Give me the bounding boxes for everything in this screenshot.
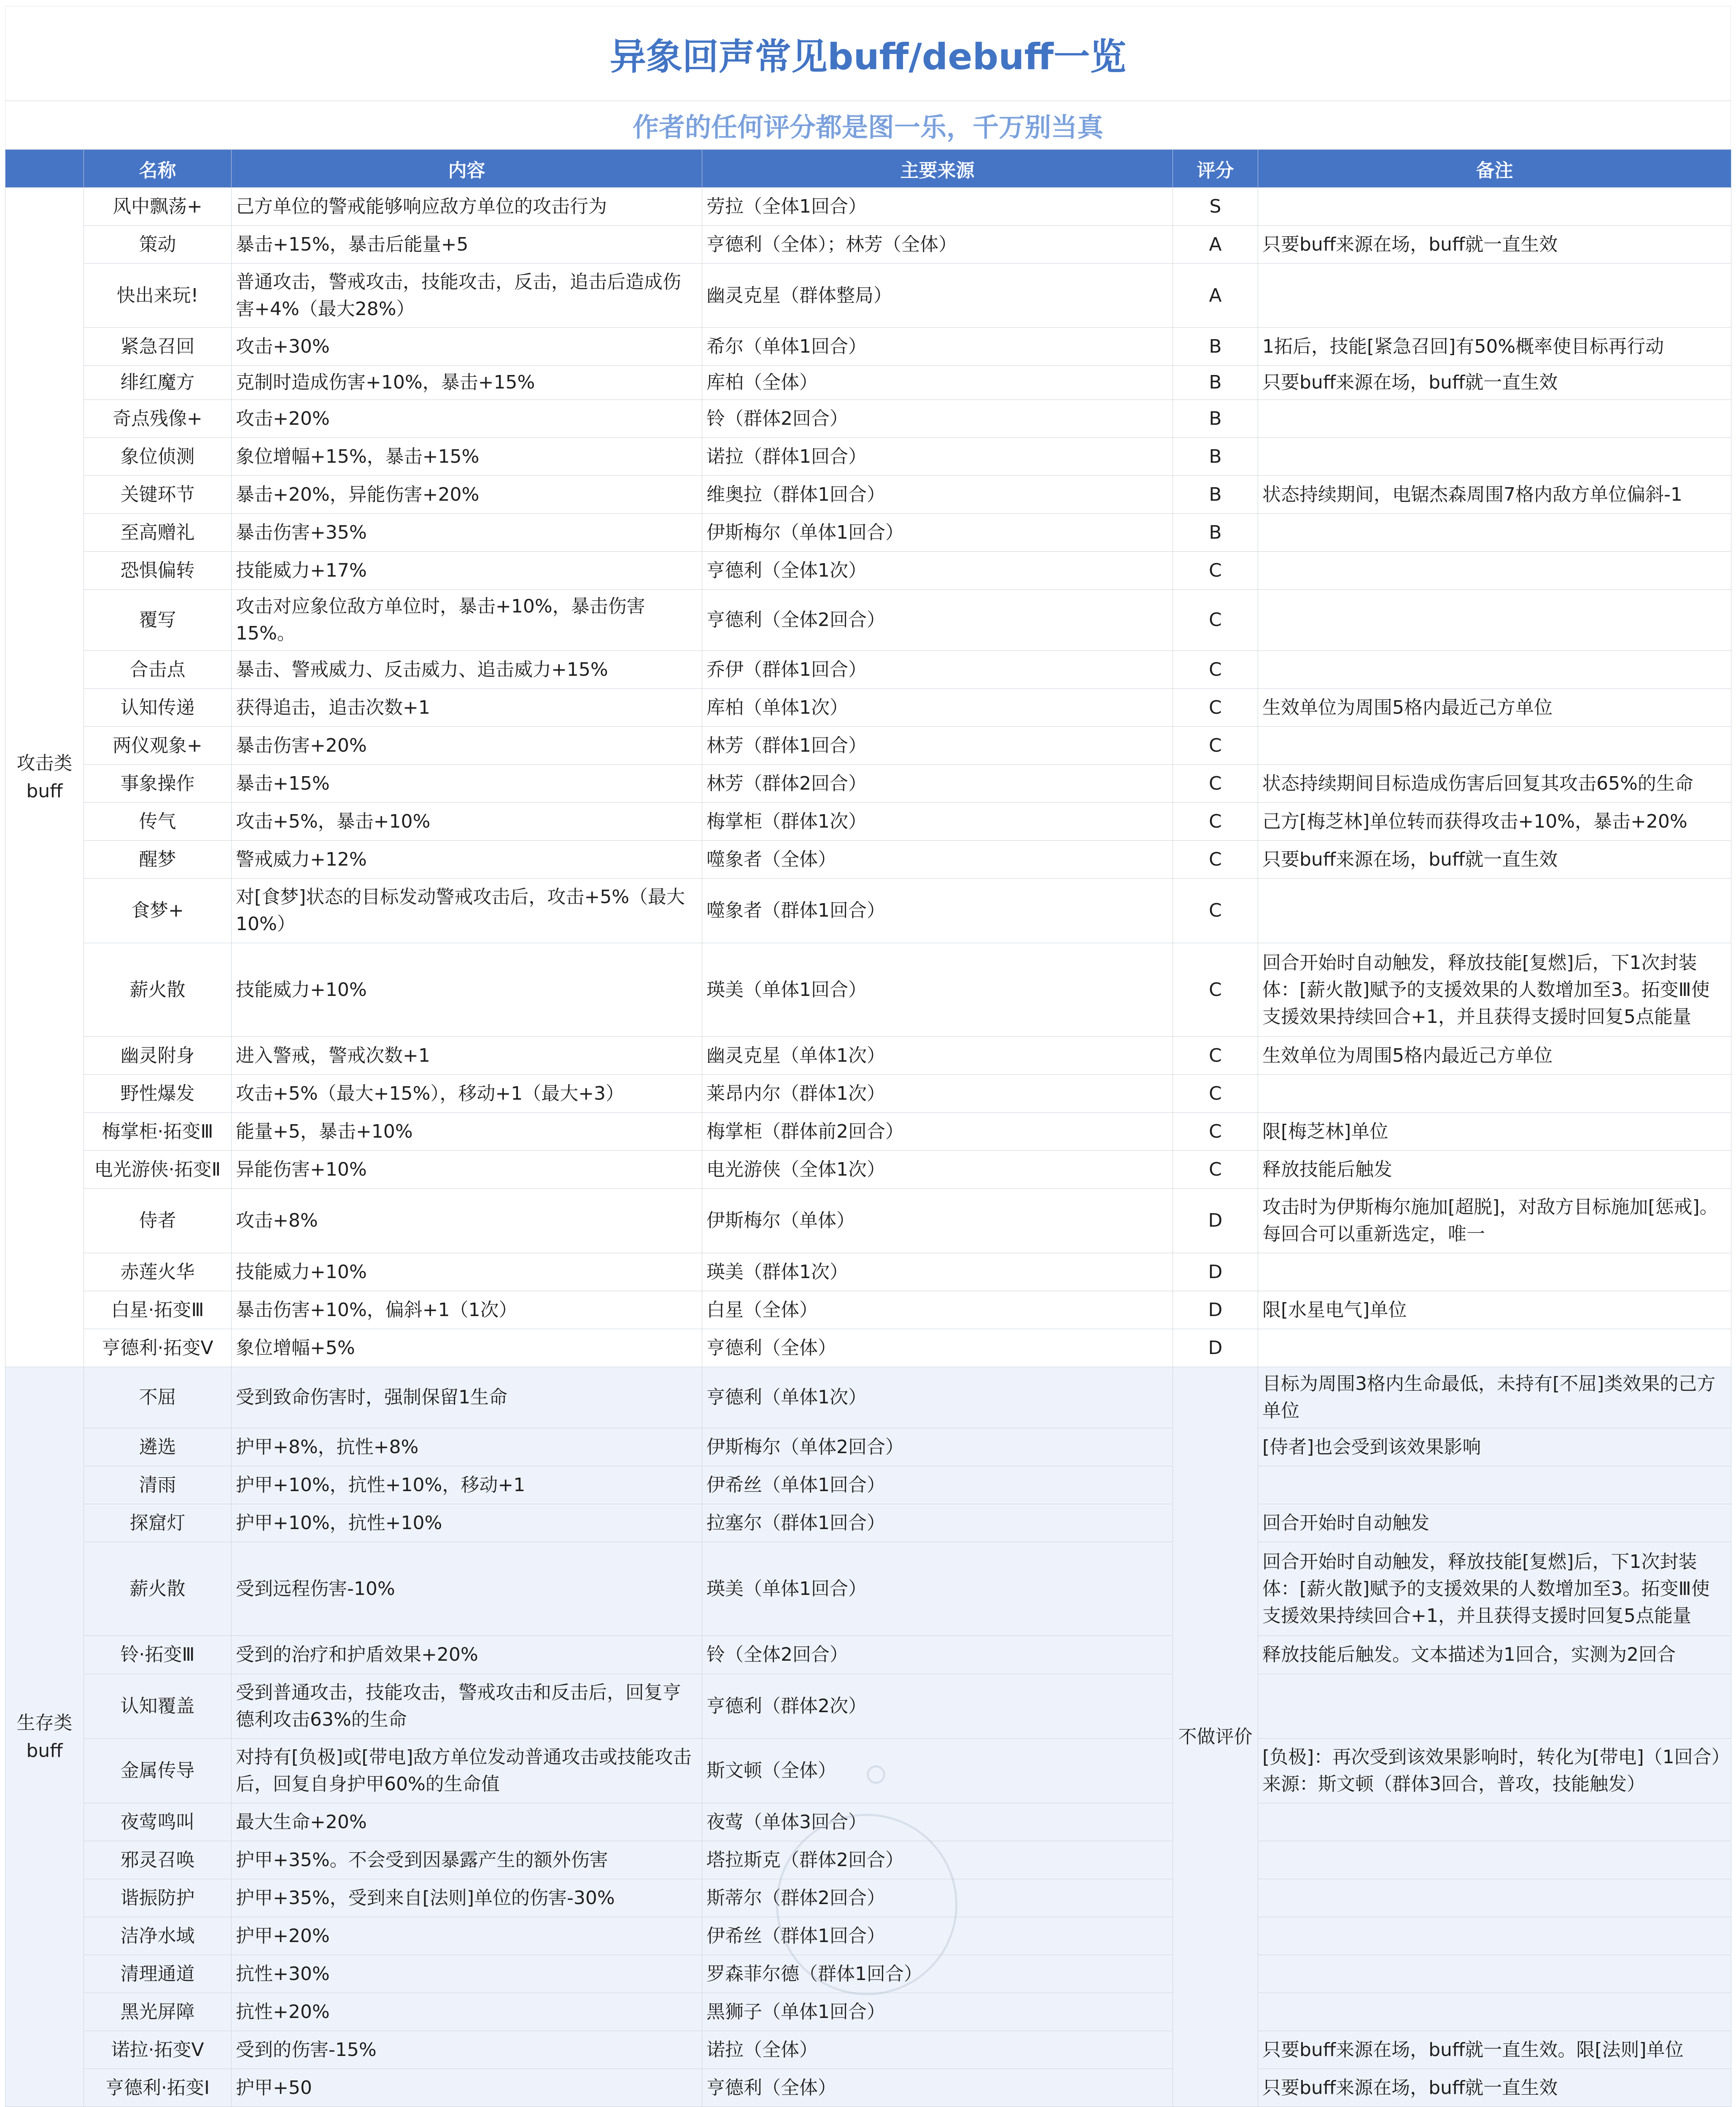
buff-source: 幽灵克星（群体整局） <box>702 264 1173 328</box>
buff-table <box>5 149 1731 2107</box>
table-row <box>5 1113 1731 1151</box>
table-row <box>5 1037 1731 1075</box>
table-row <box>5 765 1731 803</box>
buff-name: 洁净水域 <box>84 1917 232 1955</box>
table-row <box>5 552 1731 590</box>
buff-source: 乔伊（群体1回合） <box>702 651 1173 689</box>
buff-note: 生效单位为周围5格内最近己方单位 <box>1258 689 1731 727</box>
table-row <box>5 1253 1731 1291</box>
buff-rating: S <box>1173 188 1258 226</box>
table-row <box>5 727 1731 765</box>
buff-name: 白星·拓变Ⅲ <box>84 1291 232 1329</box>
buff-rating: C <box>1173 651 1258 689</box>
buff-name: 传气 <box>84 803 232 841</box>
buff-note: 只要buff来源在场，buff就一直生效。限[法则]单位 <box>1258 2031 1731 2069</box>
buff-source: 瑛美（群体1次） <box>702 1253 1173 1291</box>
buff-name: 绯红魔方 <box>84 366 232 400</box>
buff-source: 铃（全体2回合） <box>702 1636 1173 1674</box>
buff-rating: A <box>1173 264 1258 328</box>
buff-name: 快出来玩! <box>84 264 232 328</box>
buff-name: 至高赠礼 <box>84 514 232 552</box>
buff-source: 诺拉（全体） <box>702 2031 1173 2069</box>
buff-source: 罗森菲尔德（群体1回合） <box>702 1955 1173 1993</box>
buff-note <box>1258 1253 1731 1291</box>
table-row <box>5 1075 1731 1113</box>
buff-rating: B <box>1173 476 1258 514</box>
buff-name: 探窟灯 <box>84 1504 232 1542</box>
buff-rating: B <box>1173 328 1258 366</box>
buff-note: 只要buff来源在场，buff就一直生效 <box>1258 841 1731 879</box>
buff-note <box>1258 1955 1731 1993</box>
buff-note: 生效单位为周围5格内最近己方单位 <box>1258 1037 1731 1075</box>
buff-source: 诺拉（群体1回合） <box>702 438 1173 476</box>
table-header <box>5 150 1731 188</box>
table-row <box>5 1917 1731 1955</box>
buff-content: 暴击伤害+20% <box>232 727 702 765</box>
buff-note: 只要buff来源在场，buff就一直生效 <box>1258 366 1731 400</box>
buff-rating: D <box>1173 1253 1258 1291</box>
buff-source: 林芳（群体2回合） <box>702 765 1173 803</box>
buff-content: 对持有[负极]或[带电]敌方单位发动普通攻击或技能攻击后，回复自身护甲60%的生命值 <box>232 1739 702 1803</box>
buff-source: 库柏（单体1次） <box>702 689 1173 727</box>
buff-name: 诺拉·拓变Ⅴ <box>84 2031 232 2069</box>
buff-source: 亨德利（全体） <box>702 1329 1173 1367</box>
group-label: 攻击类 buff <box>5 188 84 1367</box>
buff-note <box>1258 1803 1731 1841</box>
buff-note: 状态持续期间，电锯杰森周围7格内敌方单位偏斜-1 <box>1258 476 1731 514</box>
buff-source: 瑛美（单体1回合） <box>702 943 1173 1037</box>
buff-content: 暴击+15%，暴击后能量+5 <box>232 226 702 264</box>
buff-content: 受到的伤害-15% <box>232 2031 702 2069</box>
buff-content: 攻击对应象位敌方单位时，暴击+10%，暴击伤害15%。 <box>232 590 702 651</box>
buff-content: 攻击+8% <box>232 1189 702 1253</box>
table-row <box>5 1993 1731 2031</box>
buff-note: 只要buff来源在场，buff就一直生效 <box>1258 2069 1731 2107</box>
buff-note <box>1258 727 1731 765</box>
table-row <box>5 1151 1731 1189</box>
buff-note: 限[梅芝林]单位 <box>1258 1113 1731 1151</box>
buff-source: 梅掌柜（群体1次） <box>702 803 1173 841</box>
buff-rating: C <box>1173 803 1258 841</box>
buff-name: 恐惧偏转 <box>84 552 232 590</box>
buff-note <box>1258 1329 1731 1367</box>
buff-name: 侍者 <box>84 1189 232 1253</box>
buff-content: 攻击+20% <box>232 400 702 438</box>
table-row <box>5 879 1731 943</box>
table-row <box>5 2031 1731 2069</box>
buff-content: 暴击、警戒威力、反击威力、追击威力+15% <box>232 651 702 689</box>
table-row <box>5 188 1731 226</box>
buff-content: 己方单位的警戒能够响应敌方单位的攻击行为 <box>232 188 702 226</box>
table-row <box>5 1542 1731 1636</box>
table-row <box>5 803 1731 841</box>
buff-content: 获得追击，追击次数+1 <box>232 689 702 727</box>
buff-name: 合击点 <box>84 651 232 689</box>
buff-rating: C <box>1173 1113 1258 1151</box>
buff-source: 林芳（群体1回合） <box>702 727 1173 765</box>
buff-note: 1拓后，技能[紧急召回]有50%概率使目标再行动 <box>1258 328 1731 366</box>
buff-rating: B <box>1173 366 1258 400</box>
buff-source: 劳拉（全体1回合） <box>702 188 1173 226</box>
buff-source: 亨德利（全体2回合） <box>702 590 1173 651</box>
table-row <box>5 476 1731 514</box>
buff-name: 醒梦 <box>84 841 232 879</box>
buff-rating: D <box>1173 1291 1258 1329</box>
buff-rating: C <box>1173 943 1258 1037</box>
buff-name: 不屈 <box>84 1367 232 1428</box>
buff-note: 回合开始时自动触发 <box>1258 1504 1731 1542</box>
buff-source: 斯文顿（全体） <box>702 1739 1173 1803</box>
buff-name: 清雨 <box>84 1466 232 1504</box>
buff-rating: C <box>1173 1037 1258 1075</box>
header-source: 主要来源 <box>702 150 1173 188</box>
buff-name: 奇点残像+ <box>84 400 232 438</box>
buff-source: 伊希丝（群体1回合） <box>702 1917 1173 1955</box>
group-label: 生存类 buff <box>5 1367 84 2107</box>
buff-content: 攻击+30% <box>232 328 702 366</box>
table-row <box>5 943 1731 1037</box>
buff-note: [侍者]也会受到该效果影响 <box>1258 1428 1731 1466</box>
table-row <box>5 651 1731 689</box>
buff-content: 象位增幅+5% <box>232 1329 702 1367</box>
buff-name: 夜莺鸣叫 <box>84 1803 232 1841</box>
table-row <box>5 689 1731 727</box>
buff-content: 暴击伤害+10%，偏斜+1（1次） <box>232 1291 702 1329</box>
buff-source: 伊希丝（单体1回合） <box>702 1466 1173 1504</box>
buff-name: 关键环节 <box>84 476 232 514</box>
buff-note <box>1258 1075 1731 1113</box>
buff-name: 幽灵附身 <box>84 1037 232 1075</box>
table-row <box>5 264 1731 328</box>
buff-note <box>1258 1917 1731 1955</box>
table-row <box>5 1428 1731 1466</box>
buff-note <box>1258 188 1731 226</box>
buff-source: 伊斯梅尔（单体） <box>702 1189 1173 1253</box>
buff-rating: C <box>1173 590 1258 651</box>
buff-note: 释放技能后触发。文本描述为1回合，实测为2回合 <box>1258 1636 1731 1674</box>
buff-content: 能量+5，暴击+10% <box>232 1113 702 1151</box>
buff-source: 塔拉斯克（群体2回合） <box>702 1841 1173 1879</box>
buff-source: 伊斯梅尔（单体1回合） <box>702 514 1173 552</box>
buff-name: 电光游侠·拓变Ⅱ <box>84 1151 232 1189</box>
table-row <box>5 328 1731 366</box>
buff-source: 希尔（单体1回合） <box>702 328 1173 366</box>
table-row <box>5 1189 1731 1253</box>
buff-note: 限[水星电气]单位 <box>1258 1291 1731 1329</box>
buff-rating: C <box>1173 552 1258 590</box>
buff-name: 认知传递 <box>84 689 232 727</box>
buff-content: 克制时造成伤害+10%，暴击+15% <box>232 366 702 400</box>
table-row <box>5 1291 1731 1329</box>
buff-note <box>1258 552 1731 590</box>
buff-content: 受到普通攻击，技能攻击，警戒攻击和反击后，回复亨德利攻击63%的生命 <box>232 1674 702 1739</box>
buff-name: 赤莲火华 <box>84 1253 232 1291</box>
buff-source: 亨德利（全体） <box>702 2069 1173 2107</box>
buff-name: 两仪观象+ <box>84 727 232 765</box>
buff-content: 抗性+20% <box>232 1993 702 2031</box>
buff-note <box>1258 514 1731 552</box>
buff-source: 斯蒂尔（群体2回合） <box>702 1879 1173 1917</box>
buff-rating: D <box>1173 1329 1258 1367</box>
buff-source: 幽灵克星（单体1次） <box>702 1037 1173 1075</box>
buff-name: 亨德利·拓变Ⅰ <box>84 2069 232 2107</box>
buff-note <box>1258 1879 1731 1917</box>
buff-content: 暴击+15% <box>232 765 702 803</box>
buff-rating: B <box>1173 438 1258 476</box>
buff-content: 暴击伤害+35% <box>232 514 702 552</box>
buff-content: 护甲+35%，受到来自[法则]单位的伤害-30% <box>232 1879 702 1917</box>
buff-name: 认知覆盖 <box>84 1674 232 1739</box>
buff-content: 技能威力+10% <box>232 943 702 1037</box>
buff-source: 伊斯梅尔（单体2回合） <box>702 1428 1173 1466</box>
buff-note: 回合开始时自动触发，释放技能[复燃]后，下1次封装体：[薪火散]赋予的支援效果的人数增加至3。拓变Ⅲ使支援效果持续回合+1，并且获得支援时回复5点能量 <box>1258 943 1731 1037</box>
buff-source: 电光游侠（全体1次） <box>702 1151 1173 1189</box>
buff-note <box>1258 1841 1731 1879</box>
buff-source: 亨德利（全体）；林芳（全体） <box>702 226 1173 264</box>
buff-note: [负极]：再次受到该效果影响时，转化为[带电]（1回合）来源：斯文顿（群体3回合，普攻，技能触发） <box>1258 1739 1731 1803</box>
buff-content: 攻击+5%，暴击+10% <box>232 803 702 841</box>
buff-source: 拉塞尔（群体1回合） <box>702 1504 1173 1542</box>
buff-note <box>1258 651 1731 689</box>
table-row <box>5 226 1731 264</box>
table-row <box>5 1803 1731 1841</box>
buff-note <box>1258 1466 1731 1504</box>
buff-source: 莱昂内尔（群体1次） <box>702 1075 1173 1113</box>
buff-rating: C <box>1173 689 1258 727</box>
buff-name: 事象操作 <box>84 765 232 803</box>
buff-name: 邪灵召唤 <box>84 1841 232 1879</box>
buff-name: 黑光屏障 <box>84 1993 232 2031</box>
buff-source: 瑛美（单体1回合） <box>702 1542 1173 1636</box>
buff-note <box>1258 264 1731 328</box>
buff-source: 夜莺（单体3回合） <box>702 1803 1173 1841</box>
buff-name: 清理通道 <box>84 1955 232 1993</box>
buff-source: 黑狮子（单体1回合） <box>702 1993 1173 2031</box>
buff-note: 状态持续期间目标造成伤害后回复其攻击65%的生命 <box>1258 765 1731 803</box>
buff-note <box>1258 438 1731 476</box>
buff-content: 护甲+50 <box>232 2069 702 2107</box>
buff-note: 攻击时为伊斯梅尔施加[超脱]，对敌方目标施加[惩戒]。每回合可以重新选定，唯一 <box>1258 1189 1731 1253</box>
table-row <box>5 841 1731 879</box>
table-row <box>5 1466 1731 1504</box>
buff-source: 梅掌柜（群体前2回合） <box>702 1113 1173 1151</box>
buff-source: 白星（全体） <box>702 1291 1173 1329</box>
table-row <box>5 1955 1731 1993</box>
table-row <box>5 366 1731 400</box>
buff-source: 亨德利（群体2次） <box>702 1674 1173 1739</box>
buff-name: 食梦+ <box>84 879 232 943</box>
table-row <box>5 1674 1731 1739</box>
buff-rating: C <box>1173 765 1258 803</box>
buff-content: 攻击+5%（最大+15%），移动+1（最大+3） <box>232 1075 702 1113</box>
table-row <box>5 1841 1731 1879</box>
table-row <box>5 438 1731 476</box>
buff-content: 警戒威力+12% <box>232 841 702 879</box>
buff-name: 覆写 <box>84 590 232 651</box>
buff-rating: 不做评价 <box>1173 1367 1258 2107</box>
table-row <box>5 1739 1731 1803</box>
buff-note <box>1258 400 1731 438</box>
buff-content: 普通攻击，警戒攻击，技能攻击，反击，追击后造成伤害+4%（最大28%） <box>232 264 702 328</box>
header-note: 备注 <box>1258 150 1731 188</box>
buff-content: 进入警戒，警戒次数+1 <box>232 1037 702 1075</box>
table-row <box>5 1879 1731 1917</box>
table-row <box>5 1367 1731 1428</box>
buff-note: 释放技能后触发 <box>1258 1151 1731 1189</box>
buff-source: 维奥拉（群体1回合） <box>702 476 1173 514</box>
table-row <box>5 1636 1731 1674</box>
buff-name: 谐振防护 <box>84 1879 232 1917</box>
buff-rating: C <box>1173 727 1258 765</box>
header-content: 内容 <box>232 150 702 188</box>
buff-rating: A <box>1173 226 1258 264</box>
table-body <box>5 188 1731 2107</box>
header-name: 名称 <box>84 150 232 188</box>
buff-note <box>1258 590 1731 651</box>
buff-rating: C <box>1173 1151 1258 1189</box>
buff-source: 亨德利（全体1次） <box>702 552 1173 590</box>
buff-name: 薪火散 <box>84 943 232 1037</box>
buff-content: 对[食梦]状态的目标发动警戒攻击后，攻击+5%（最大10%） <box>232 879 702 943</box>
buff-source: 库柏（全体） <box>702 366 1173 400</box>
buff-content: 暴击+20%，异能伤害+20% <box>232 476 702 514</box>
buff-content: 护甲+10%，抗性+10%，移动+1 <box>232 1466 702 1504</box>
buff-source: 噬象者（全体） <box>702 841 1173 879</box>
buff-content: 最大生命+20% <box>232 1803 702 1841</box>
buff-content: 象位增幅+15%，暴击+15% <box>232 438 702 476</box>
buff-rating: B <box>1173 400 1258 438</box>
buff-content: 护甲+20% <box>232 1917 702 1955</box>
buff-rating: C <box>1173 1075 1258 1113</box>
buff-name: 薪火散 <box>84 1542 232 1636</box>
buff-name: 亨德利·拓变Ⅴ <box>84 1329 232 1367</box>
header-rating: 评分 <box>1173 150 1258 188</box>
table-row <box>5 400 1731 438</box>
page-title: 异象回声常见buff/debuff一览 <box>5 6 1731 101</box>
table-row <box>5 1329 1731 1367</box>
buff-content: 护甲+8%，抗性+8% <box>232 1428 702 1466</box>
buff-note <box>1258 1993 1731 2031</box>
buff-name: 策动 <box>84 226 232 264</box>
buff-content: 护甲+10%，抗性+10% <box>232 1504 702 1542</box>
buff-name: 铃·拓变Ⅲ <box>84 1636 232 1674</box>
buff-note: 己方[梅芝林]单位转而获得攻击+10%，暴击+20% <box>1258 803 1731 841</box>
buff-rating: C <box>1173 879 1258 943</box>
buff-source: 亨德利（单体1次） <box>702 1367 1173 1428</box>
buff-note <box>1258 879 1731 943</box>
table-row <box>5 1504 1731 1542</box>
buff-rating: C <box>1173 841 1258 879</box>
table-row <box>5 514 1731 552</box>
header-row <box>5 150 1731 188</box>
buff-content: 技能威力+17% <box>232 552 702 590</box>
buff-content: 技能威力+10% <box>232 1253 702 1291</box>
page-subtitle: 作者的任何评分都是图一乐，千万别当真 <box>5 101 1731 149</box>
buff-source: 噬象者（群体1回合） <box>702 879 1173 943</box>
buff-note: 回合开始时自动触发，释放技能[复燃]后，下1次封装体：[薪火散]赋予的支援效果的人数增加至3。拓变Ⅲ使支援效果持续回合+1，并且获得支援时回复5点能量 <box>1258 1542 1731 1636</box>
buff-note: 只要buff来源在场，buff就一直生效 <box>1258 226 1731 264</box>
buff-source: 铃（群体2回合） <box>702 400 1173 438</box>
header-group <box>5 150 84 188</box>
buff-name: 遴选 <box>84 1428 232 1466</box>
table-row <box>5 2069 1731 2107</box>
buff-note <box>1258 1674 1731 1739</box>
buff-content: 护甲+35%。不会受到因暴露产生的额外伤害 <box>232 1841 702 1879</box>
buff-name: 紧急召回 <box>84 328 232 366</box>
buff-name: 风中飘荡+ <box>84 188 232 226</box>
buff-content: 受到远程伤害-10% <box>232 1542 702 1636</box>
buff-name: 野性爆发 <box>84 1075 232 1113</box>
table-row <box>5 590 1731 651</box>
buff-name: 梅掌柜·拓变Ⅲ <box>84 1113 232 1151</box>
buff-content: 受到致命伤害时，强制保留1生命 <box>232 1367 702 1428</box>
buff-content: 抗性+30% <box>232 1955 702 1993</box>
buff-rating: D <box>1173 1189 1258 1253</box>
buff-note: 目标为周围3格内生命最低，未持有[不屈]类效果的己方单位 <box>1258 1367 1731 1428</box>
buff-rating: B <box>1173 514 1258 552</box>
buff-content: 异能伤害+10% <box>232 1151 702 1189</box>
buff-name: 金属传导 <box>84 1739 232 1803</box>
buff-name: 象位侦测 <box>84 438 232 476</box>
buff-content: 受到的治疗和护盾效果+20% <box>232 1636 702 1674</box>
